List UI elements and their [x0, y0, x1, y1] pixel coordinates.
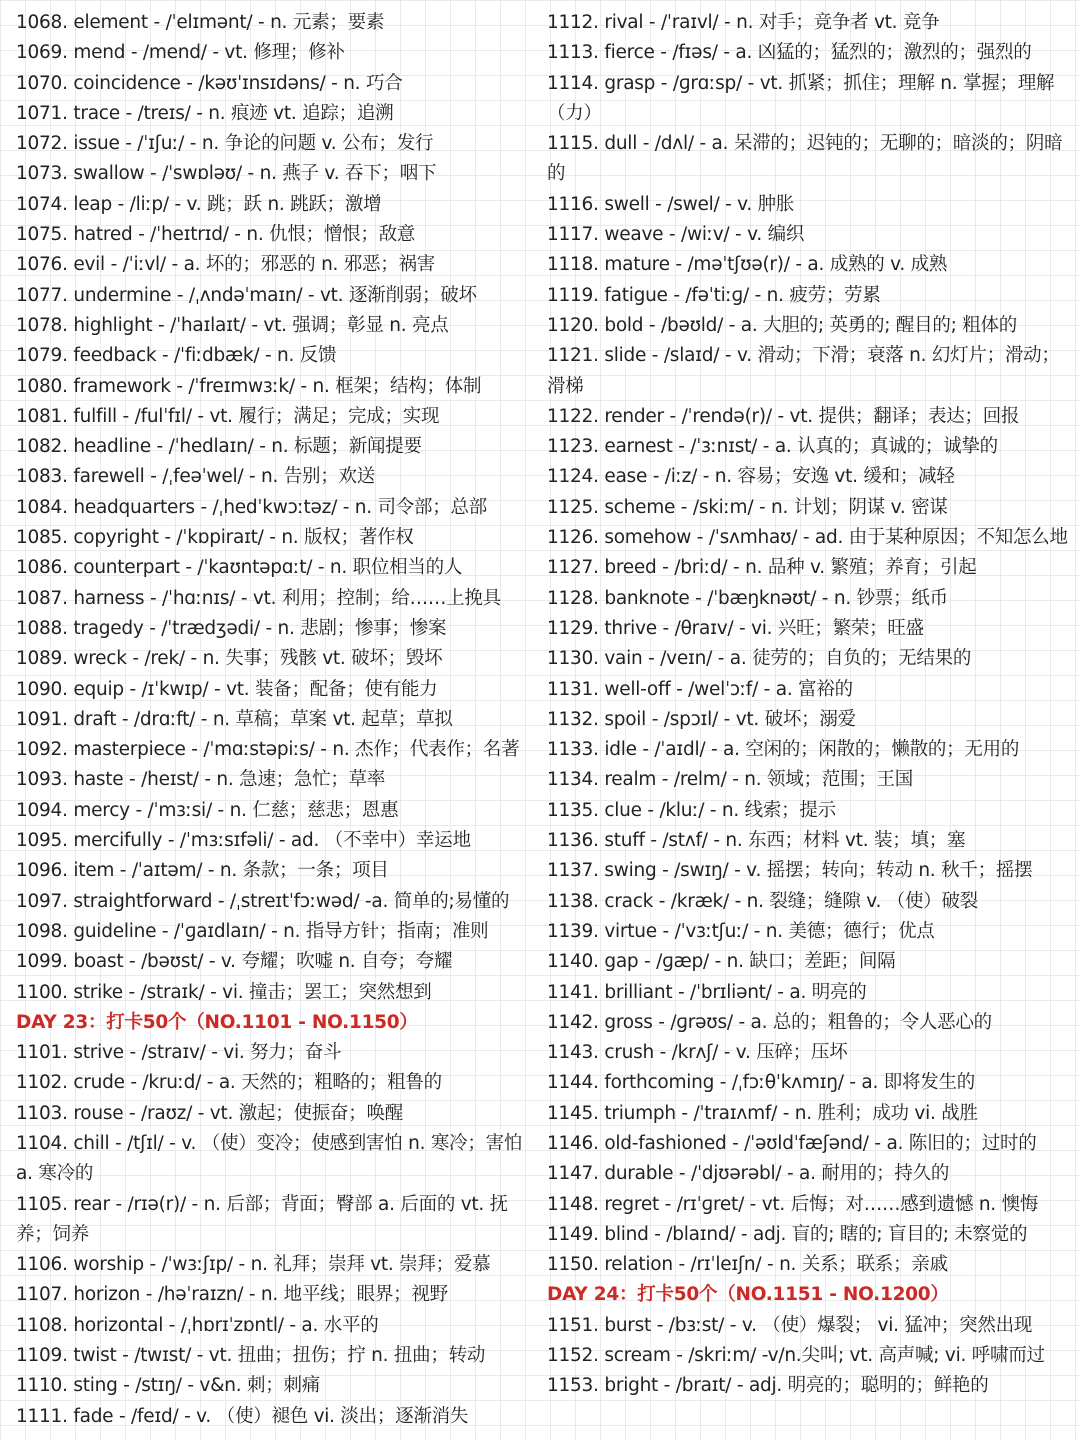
- vocab-entry: 1152. scream - /skriːm/ -v/n.尖叫; vt. 高声喊; vi. 呼啸而过: [547, 1345, 1045, 1367]
- vocab-entry: 1134. realm - /relm/ - n. 领域；范围；王国: [547, 769, 913, 791]
- vocab-entry: 1136. stuff - /stʌf/ - n. 东西；材料 vt. 装；填；塞: [547, 830, 966, 852]
- vocab-entry: 1140. gap - /ɡæp/ - n. 缺口；差距；间隔: [547, 951, 896, 973]
- vocab-entry: 1093. haste - /heɪst/ - n. 急速；急忙；草率: [16, 769, 386, 791]
- vocab-entry: 1153. bright - /braɪt/ - adj. 明亮的；聪明的；鲜艳的: [547, 1375, 989, 1397]
- vocab-entry: 1090. equip - /ɪˈkwɪp/ - vt. 装备；配备；使有能力: [16, 678, 438, 700]
- vocab-entry: 1088. tragedy - /ˈtrædʒədi/ - n. 悲剧；惨事；惨案: [16, 617, 447, 639]
- vocab-entry: 1138. crack - /kræk/ - n. 裂缝；缝隙 v. （使）破裂: [547, 890, 979, 912]
- vocab-entry: 1096. item - /ˈaɪtəm/ - n. 条款；一条；项目: [16, 860, 389, 882]
- vocab-entry: 1151. burst - /bɜːst/ - v. （使）爆裂； vi. 猛冲；突然出现: [547, 1314, 1033, 1336]
- right-column: [547, 8, 1069, 1402]
- vocab-entry: 1141. brilliant - /ˈbrɪliənt/ - a. 明亮的: [547, 981, 867, 1003]
- vocab-entry: 1113. fierce - /fɪəs/ - a. 凶猛的；猛烈的；激烈的；强烈的: [547, 42, 1032, 64]
- vocab-entry: 1131. well-off - /welˈɔːf/ - a. 富裕的: [547, 678, 853, 700]
- vocab-entry: 1070. coincidence - /kəʊˈɪnsɪdəns/ - n. 巧合: [16, 72, 403, 94]
- vocab-entry: 1143. crush - /krʌʃ/ - v. 压碎；压坏: [547, 1042, 848, 1064]
- vocab-entry: 1086. counterpart - /ˈkaʊntəpɑːt/ - n. 职位相当的人: [16, 557, 463, 579]
- vocab-entry: 1078. highlight - /ˈhaɪlaɪt/ - vt. 强调；彰显 n. 亮点: [16, 314, 449, 336]
- vocab-entry: 1089. wreck - /rek/ - n. 失事；残骸 vt. 破坏；毁坏: [16, 648, 443, 670]
- vocab-entry: 1114. grasp - /ɡrɑːsp/ - vt. 抓紧；抓住；理解 n. 掌握；理解（力）: [547, 72, 1055, 124]
- vocab-entry: 1119. fatigue - /fəˈtiːɡ/ - n. 疲劳；劳累: [547, 284, 881, 306]
- vocab-entry: 1104. chill - /tʃɪl/ - v. （使）变冷；使感到害怕 n. 寒冷；害怕 a. 寒冷的: [16, 1132, 523, 1185]
- vocab-entry: 1097. straightforward - /ˌstreɪtˈfɔːwəd/ -a. 简单的;易懂的: [16, 890, 510, 912]
- vocab-entry: 1101. strive - /straɪv/ - vi. 努力；奋斗: [16, 1042, 342, 1064]
- vocab-entry: 1150. relation - /rɪˈleɪʃn/ - n. 关系；联系；亲戚: [547, 1254, 948, 1276]
- vocab-entry: 1095. mercifully - /ˈmɜːsɪfəli/ - ad. （不幸中）幸运地: [16, 830, 471, 852]
- vocab-entry: 1103. rouse - /raʊz/ - vt. 激起；使振奋；唤醒: [16, 1102, 403, 1124]
- vocab-entry: 1112. rival - /ˈraɪvl/ - n. 对手；竞争者 vt. 竞争: [547, 12, 940, 33]
- vocab-entry: 1085. copyright - /ˈkɒpiraɪt/ - n. 版权；著作权: [16, 527, 414, 549]
- day-heading: DAY 23：打卡50个（NO.1101 - NO.1150）: [16, 1011, 418, 1033]
- vocab-entry: 1081. fulfill - /fulˈfɪl/ - vt. 履行；满足；完成；实现: [16, 405, 440, 427]
- vocab-entry: 1087. harness - /ˈhɑːnɪs/ - vt. 利用；控制；给……上挽具: [16, 587, 501, 609]
- vocab-entry: 1139. virtue - /ˈvɜːtʃuː/ - n. 美德；德行；优点: [547, 920, 935, 942]
- vocab-entry: 1128. banknote - /ˈbæŋknəʊt/ - n. 钞票；纸币: [547, 587, 948, 609]
- vocab-entry: 1105. rear - /rɪə(r)/ - n. 后部；背面；臀部 a. 后面的 vt. 抚养；饲养: [16, 1193, 508, 1245]
- vocab-entry: 1125. scheme - /skiːm/ - n. 计划；阴谋 v. 密谋: [547, 496, 948, 518]
- vocab-entry: 1118. mature - /məˈtʃʊə(r)/ - a. 成熟的 v. 成熟: [547, 254, 948, 276]
- vocab-entry: 1079. feedback - /ˈfiːdbæk/ - n. 反馈: [16, 345, 337, 367]
- vocab-entry: 1100. strike - /straɪk/ - vi. 撞击；罢工；突然想到: [16, 981, 432, 1003]
- vocab-entry: 1102. crude - /kruːd/ - a. 天然的；粗略的；粗鲁的: [16, 1072, 442, 1094]
- vocab-entry: 1109. twist - /twɪst/ - vt. 扭曲；扭伤；拧 n. 扭曲；转动: [16, 1345, 486, 1367]
- vocab-entry: 1108. horizontal - /ˌhɒrɪˈzɒntl/ - a. 水平的: [16, 1314, 379, 1336]
- vocab-entry: 1121. slide - /slaɪd/ - v. 滑动；下滑；衰落 n. 幻灯片；滑动；滑梯: [547, 345, 1060, 397]
- vocab-entry: 1076. evil - /ˈiːvl/ - a. 坏的；邪恶的 n. 邪恶；祸害: [16, 254, 436, 276]
- vocab-entry: 1080. framework - /ˈfreɪmwɜːk/ - n. 框架；结构；体制: [16, 375, 482, 397]
- vocab-entry: 1149. blind - /blaɪnd/ - adj. 盲的; 瞎的; 盲目的; 未察觉的: [547, 1223, 1028, 1245]
- vocab-entry: 1146. old-fashioned - /ˈəʊldˈfæʃənd/ - a. 陈旧的；过时的: [547, 1132, 1037, 1154]
- vocab-entry: 1094. mercy - /ˈmɜːsi/ - n. 仁慈；慈悲；恩惠: [16, 799, 399, 821]
- vocab-entry: 1145. triumph - /ˈtraɪʌmf/ - n. 胜利；成功 vi. 战胜: [547, 1102, 978, 1124]
- vocab-entry: 1111. fade - /feɪd/ - v. （使）褪色 vi. 淡出；逐渐消失: [16, 1405, 469, 1427]
- vocab-entry: 1106. worship - /ˈwɜːʃɪp/ - n. 礼拜；崇拜 vt. 崇拜；爱慕: [16, 1254, 491, 1276]
- vocab-entry: 1117. weave - /wiːv/ - v. 编织: [547, 224, 805, 246]
- vocab-entry: 1147. durable - /ˈdjʊərəbl/ - a. 耐用的；持久的: [547, 1163, 950, 1185]
- vocab-entry: 1068. element - /ˈelɪmənt/ - n. 元素；要素: [16, 12, 385, 33]
- vocab-entry: 1116. swell - /swel/ - v. 肿胀: [547, 193, 795, 215]
- vocab-entry: 1084. headquarters - /ˌhedˈkwɔːtəz/ - n. 司令部；总部: [16, 496, 488, 518]
- vocab-entry: 1124. ease - /iːz/ - n. 容易；安逸 vt. 缓和；减轻: [547, 466, 955, 488]
- vocab-entry: 1126. somehow - /ˈsʌmhaʊ/ - ad. 由于某种原因；不知怎么地: [547, 527, 1068, 549]
- vocab-entry: 1092. masterpiece - /ˈmɑːstəpiːs/ - n. 杰作；代表作；名著: [16, 739, 520, 761]
- vocab-entry: 1107. horizon - /həˈraɪzn/ - n. 地平线；眼界；视野: [16, 1284, 448, 1306]
- vocab-entry: 1130. vain - /veɪn/ - a. 徒劳的；自负的；无结果的: [547, 648, 972, 670]
- vocab-entry: 1091. draft - /drɑːft/ - n. 草稿；草案 vt. 起草；草拟: [16, 708, 453, 730]
- vocab-entry: 1129. thrive - /θraɪv/ - vi. 兴旺；繁荣；旺盛: [547, 617, 924, 639]
- vocab-entry: 1115. dull - /dʌl/ - a. 呆滞的；迟钝的；无聊的；暗淡的；阴暗的: [547, 133, 1063, 185]
- vocab-entry: 1132. spoil - /spɔɪl/ - vt. 破坏；溺爱: [547, 708, 856, 730]
- vocab-entry: 1072. issue - /ˈɪʃuː/ - n. 争论的问题 v. 公布；发行: [16, 133, 434, 155]
- vocab-entry: 1083. farewell - /ˌfeəˈwel/ - n. 告别；欢送: [16, 466, 375, 488]
- vocab-entry: 1098. guideline - /ˈɡaɪdlaɪn/ - n. 指导方针；指南；准则: [16, 920, 489, 942]
- vocab-entry: 1144. forthcoming - /ˌfɔːθˈkʌmɪŋ/ - a. 即将发生的: [547, 1072, 975, 1094]
- vocab-entry: 1135. clue - /kluː/ - n. 线索；提示: [547, 799, 836, 821]
- vocab-entry: 1071. trace - /treɪs/ - n. 痕迹 vt. 追踪；追溯: [16, 102, 394, 124]
- vocab-entry: 1148. regret - /rɪˈɡret/ - vt. 后悔；对……感到遗憾 n. 懊悔: [547, 1193, 1039, 1215]
- vocab-entry: 1110. sting - /stɪŋ/ - v&n. 刺；刺痛: [16, 1375, 321, 1397]
- vocab-entry: 1099. boast - /bəʊst/ - v. 夸耀；吹嘘 n. 自夸；夸耀: [16, 951, 453, 973]
- vocab-entry: 1133. idle - /ˈaɪdl/ - a. 空闲的；闲散的；懒散的；无用的: [547, 739, 1020, 761]
- vocab-entry: 1077. undermine - /ˌʌndəˈmaɪn/ - vt. 逐渐削弱；破坏: [16, 284, 477, 306]
- day-heading: DAY 24：打卡50个（NO.1151 - NO.1200）: [547, 1284, 949, 1306]
- left-column: [16, 8, 534, 1432]
- vocab-entry: 1074. leap - /liːp/ - v. 跳；跃 n. 跳跃；激增: [16, 193, 382, 215]
- vocab-entry: 1122. render - /ˈrendə(r)/ - vt. 提供；翻译；表达；回报: [547, 405, 1020, 427]
- vocab-entry: 1075. hatred - /ˈheɪtrɪd/ - n. 仇恨；憎恨；敌意: [16, 224, 416, 246]
- vocab-entry: 1123. earnest - /ˈɜːnɪst/ - a. 认真的；真诚的；诚挚的: [547, 436, 998, 458]
- vocab-entry: 1137. swing - /swɪŋ/ - v. 摇摆；转向；转动 n. 秋千；摇摆: [547, 860, 1033, 882]
- vocab-entry: 1073. swallow - /ˈswɒləʊ/ - n. 燕子 v. 吞下；咽下: [16, 163, 437, 185]
- vocab-entry: 1142. gross - /ɡrəʊs/ - a. 总的；粗鲁的；令人恶心的: [547, 1011, 992, 1033]
- vocab-entry: 1082. headline - /ˈhedlaɪn/ - n. 标题；新闻提要: [16, 436, 422, 458]
- vocab-entry: 1127. breed - /briːd/ - n. 品种 v. 繁殖；养育；引起: [547, 557, 977, 579]
- vocab-entry: 1069. mend - /mend/ - vt. 修理；修补: [16, 42, 345, 64]
- vocab-entry: 1120. bold - /bəʊld/ - a. 大胆的; 英勇的; 醒目的; 粗体的: [547, 314, 1018, 336]
